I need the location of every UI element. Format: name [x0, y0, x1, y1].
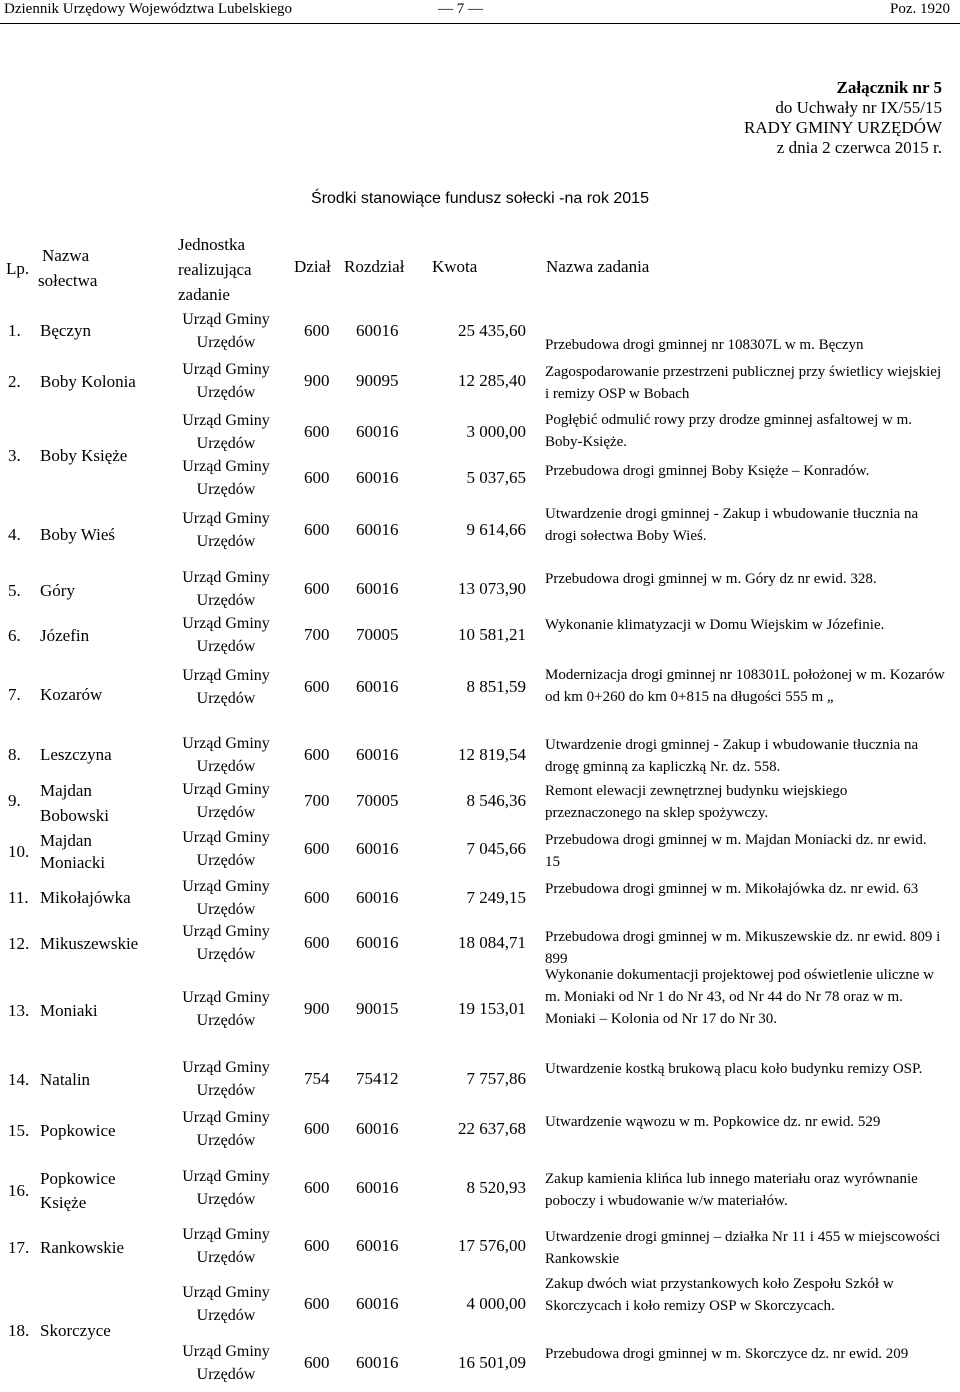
row-unit-line1: Urząd Gminy — [182, 923, 270, 940]
row-lp: 14. — [8, 1070, 30, 1089]
row-kwota: 12 819,54 — [458, 745, 526, 764]
row-task: Przebudowa drogi gminnej w m. Majdan Moniacki dz. nr ewid. 15 — [545, 832, 927, 870]
row-dzial: 900 — [304, 999, 330, 1018]
row-kwota: 16 501,09 — [458, 1353, 526, 1372]
row-kwota: 25 435,60 — [458, 321, 526, 340]
row-rozdzial: 60016 — [356, 1119, 399, 1138]
row-kwota: 13 073,90 — [458, 579, 526, 598]
row-unit-line2: Urzędów — [196, 435, 256, 452]
row-unit-line2: Urzędów — [196, 690, 256, 707]
row-unit-line2: Urzędów — [196, 638, 256, 655]
row-name: Boby Księże — [40, 446, 128, 465]
row-name: Moniaki — [40, 1001, 98, 1020]
row-kwota: 9 614,66 — [466, 520, 526, 539]
row-unit-line2: Urzędów — [196, 804, 256, 821]
row-task: Przebudowa drogi gminnej w m. Mikuszewskie dz. nr ewid. 809 i 899 — [545, 929, 941, 967]
row-name: Popkowice — [40, 1121, 116, 1140]
row-lp: 16. — [8, 1181, 30, 1200]
row-unit-line2: Urzędów — [196, 1012, 256, 1029]
row-kwota: 7 757,86 — [466, 1069, 526, 1088]
row-lp: 13. — [8, 1001, 30, 1020]
row-task: Utwardzenie kostką brukową placu koło budynku remizy OSP. — [545, 1061, 923, 1077]
row-dzial: 600 — [304, 1178, 330, 1197]
row-rozdzial: 60016 — [356, 1294, 399, 1313]
page-header — [0, 0, 960, 26]
row-task: Pogłębić odmulić rowy przy drodze gminnej asfaltowej w m. Boby-Księże. — [545, 412, 912, 450]
row-dzial: 600 — [304, 1353, 330, 1372]
row-unit-line2: Urzędów — [196, 1249, 256, 1266]
row-kwota: 7 045,66 — [466, 839, 526, 858]
row-rozdzial: 60016 — [356, 933, 399, 952]
row-dzial: 600 — [304, 520, 330, 539]
row-task: Utwardzenie drogi gminnej - Zakup i wbudowanie tłucznia na drogi sołectwa Boby Wieś. — [545, 506, 919, 544]
row-rozdzial: 60016 — [356, 839, 399, 858]
row-rozdzial: 90095 — [356, 371, 399, 390]
row-lp: 1. — [8, 321, 21, 340]
row-lp: 2. — [8, 372, 21, 391]
row-unit-line1: Urząd Gminy — [182, 878, 270, 895]
row-kwota: 7 249,15 — [466, 888, 526, 907]
row-task: Modernizacja drogi gminnej nr 108301L położonej w m. Kozarów od km 0+260 do km 0+815 na długości 555 m „ — [545, 667, 945, 705]
row-rozdzial: 75412 — [356, 1069, 399, 1088]
row-unit-line1: Urząd Gminy — [182, 735, 270, 752]
row-unit-line2: Urzędów — [196, 334, 256, 351]
row-unit-line1: Urząd Gminy — [182, 361, 270, 378]
row-kwota: 8 851,59 — [466, 677, 526, 696]
row-rozdzial: 60016 — [356, 422, 399, 441]
row-unit-line2: Urzędów — [196, 1307, 256, 1324]
row-name-line1: Popkowice — [40, 1169, 116, 1188]
row-name-line2: Bobowski — [40, 806, 109, 825]
row-task: Zakup kamienia klińca lub innego materiału oraz wyrównanie poboczy i wbudowanie w/w materiałów. — [545, 1171, 918, 1209]
annex-resolution: do Uchwały nr IX/55/15 — [775, 98, 942, 117]
row-unit-line1: Urząd Gminy — [182, 412, 270, 429]
row-task: Zakup dwóch wiat przystankowych koło Zespołu Szkół w Skorczycach i koło remizy OSP w Skorczycach. — [545, 1276, 894, 1314]
row-unit-line1: Urząd Gminy — [182, 781, 270, 798]
row-dzial: 600 — [304, 579, 330, 598]
row-task: Zagospodarowanie przestrzeni publicznej przy świetlicy wiejskiej i remizy OSP w Bobach — [545, 364, 942, 402]
row-unit-line1: Urząd Gminy — [182, 569, 270, 586]
row-dzial: 600 — [304, 1119, 330, 1138]
row-dzial: 600 — [304, 468, 330, 487]
row-unit-line1: Urząd Gminy — [182, 1109, 270, 1126]
row-kwota: 18 084,71 — [458, 933, 526, 952]
row-name: Kozarów — [40, 685, 103, 704]
col-lp: Lp. — [6, 259, 30, 278]
row-lp: 5. — [8, 581, 21, 600]
row-lp: 11. — [8, 888, 29, 907]
row-unit-line1: Urząd Gminy — [182, 1343, 270, 1360]
row-lp: 15. — [8, 1121, 30, 1140]
row-unit-line1: Urząd Gminy — [182, 458, 270, 475]
row-unit-line2: Urzędów — [196, 901, 256, 918]
row-dzial: 600 — [304, 888, 330, 907]
row-unit-line1: Urząd Gminy — [182, 1059, 270, 1076]
row-lp: 12. — [8, 934, 30, 953]
row-rozdzial: 70005 — [356, 625, 399, 644]
row-rozdzial: 60016 — [356, 1178, 399, 1197]
col-jednostka-2: realizująca — [178, 260, 252, 279]
row-dzial: 600 — [304, 1236, 330, 1255]
row-rozdzial: 60016 — [356, 677, 399, 696]
row-kwota: 19 153,01 — [458, 999, 526, 1018]
col-rozdzial: Rozdział — [344, 257, 405, 276]
annex-title: Załącznik nr 5 — [836, 78, 942, 97]
row-unit-line2: Urzędów — [196, 946, 256, 963]
col-zadanie: Nazwa zadania — [546, 257, 650, 276]
row-dzial: 600 — [304, 839, 330, 858]
row-unit-line2: Urzędów — [196, 1366, 256, 1383]
row-name: Mikuszewskie — [40, 934, 139, 953]
row-kwota: 10 581,21 — [458, 625, 526, 644]
position-number: Poz. 1920 — [890, 1, 950, 17]
col-jednostka-1: Jednostka — [178, 235, 246, 254]
row-lp: 4. — [8, 525, 21, 544]
document-title: Środki stanowiące fundusz sołecki -na rok 2015 — [311, 190, 649, 207]
col-dzial: Dział — [294, 257, 331, 276]
row-dzial: 600 — [304, 745, 330, 764]
row-task: Przebudowa drogi gminnej Boby Księże – Konradów. — [545, 463, 870, 479]
row-name: Góry — [40, 581, 75, 600]
row-lp: 17. — [8, 1238, 30, 1257]
row-name-line2: Moniacki — [40, 853, 106, 872]
row-lp: 6. — [8, 626, 21, 645]
row-unit-line2: Urzędów — [196, 758, 256, 775]
row-unit-line1: Urząd Gminy — [182, 667, 270, 684]
row-lp: 3. — [8, 446, 21, 465]
row-unit-line2: Urzędów — [196, 592, 256, 609]
row-kwota: 4 000,00 — [466, 1294, 526, 1313]
row-task: Wykonanie klimatyzacji w Domu Wiejskim w Józefinie. — [545, 617, 885, 633]
row-lp: 9. — [8, 791, 21, 810]
row-rozdzial: 60016 — [356, 579, 399, 598]
row-unit-line1: Urząd Gminy — [182, 311, 270, 328]
row-name: Boby Kolonia — [40, 372, 136, 391]
row-dzial: 700 — [304, 791, 330, 810]
row-task: Przebudowa drogi gminnej w m. Mikołajówka dz. nr ewid. 63 — [545, 881, 919, 897]
col-jednostka-3: zadanie — [178, 285, 230, 304]
row-name: Józefin — [40, 626, 90, 645]
annex-date: z dnia 2 czerwca 2015 r. — [776, 138, 942, 157]
row-kwota: 8 546,36 — [466, 791, 526, 810]
row-rozdzial: 60016 — [356, 1236, 399, 1255]
row-kwota: 3 000,00 — [466, 422, 526, 441]
row-unit-line2: Urzędów — [196, 1191, 256, 1208]
row-rozdzial: 60016 — [356, 520, 399, 539]
row-task: Remont elewacji zewnętrznej budynku wiejskiego przeznaczonego na sklep spożywczy. — [545, 783, 848, 821]
row-dzial: 900 — [304, 371, 330, 390]
col-nazwa-1: Nazwa — [42, 246, 90, 265]
row-unit-line2: Urzędów — [196, 481, 256, 498]
row-rozdzial: 60016 — [356, 468, 399, 487]
page-number: — 7 — — [438, 1, 483, 17]
row-name: Leszczyna — [40, 745, 112, 764]
row-dzial: 600 — [304, 1294, 330, 1313]
row-name: Rankowskie — [40, 1238, 125, 1257]
row-kwota: 5 037,65 — [466, 468, 526, 487]
row-unit-line1: Urząd Gminy — [182, 1168, 270, 1185]
row-unit-line2: Urzędów — [196, 533, 256, 550]
row-unit-line1: Urząd Gminy — [182, 829, 270, 846]
row-rozdzial: 60016 — [356, 321, 399, 340]
row-rozdzial: 70005 — [356, 791, 399, 810]
row-dzial: 754 — [304, 1069, 330, 1088]
row-rozdzial: 60016 — [356, 745, 399, 764]
row-lp: 8. — [8, 745, 21, 764]
row-dzial: 600 — [304, 677, 330, 696]
annex-council: RADY GMINY URZĘDÓW — [744, 118, 942, 137]
row-name: Bęczyn — [40, 321, 91, 340]
row-name-line1: Majdan — [40, 781, 92, 800]
row-lp: 18. — [8, 1321, 30, 1340]
row-lp: 10. — [8, 842, 30, 861]
col-kwota: Kwota — [432, 257, 478, 276]
row-kwota: 12 285,40 — [458, 371, 526, 390]
row-name-line1: Majdan — [40, 831, 92, 850]
row-rozdzial: 60016 — [356, 1353, 399, 1372]
row-name: Boby Wieś — [40, 525, 116, 544]
row-dzial: 600 — [304, 933, 330, 952]
row-dzial: 700 — [304, 625, 330, 644]
row-lp: 7. — [8, 685, 21, 704]
row-kwota: 8 520,93 — [466, 1178, 526, 1197]
row-name-line2: Księże — [40, 1193, 87, 1212]
row-task: Przebudowa drogi gminnej w m. Góry dz nr ewid. 328. — [545, 571, 877, 587]
row-unit-line2: Urzędów — [196, 384, 256, 401]
row-unit-line1: Urząd Gminy — [182, 1284, 270, 1301]
header-rule — [0, 23, 960, 24]
row-unit-line1: Urząd Gminy — [182, 989, 270, 1006]
row-dzial: 600 — [304, 422, 330, 441]
row-rozdzial: 60016 — [356, 888, 399, 907]
row-rozdzial: 90015 — [356, 999, 399, 1018]
row-name: Skorczyce — [40, 1321, 111, 1340]
row-task: Utwardzenie drogi gminnej – działka Nr 11 i 455 w miejscowości Rankowskie — [545, 1229, 941, 1267]
row-kwota: 22 637,68 — [458, 1119, 526, 1138]
row-unit-line2: Urzędów — [196, 852, 256, 869]
row-task: Utwardzenie drogi gminnej - Zakup i wbudowanie tłucznia na drogę gminną za kapliczką Nr. dz. 558. — [545, 737, 919, 775]
col-nazwa-2: sołectwa — [38, 271, 98, 290]
row-name: Mikołajówka — [40, 888, 131, 907]
row-task: Utwardzenie wąwozu w m. Popkowice dz. nr ewid. 529 — [545, 1114, 881, 1130]
annex-block — [744, 78, 942, 158]
row-kwota: 17 576,00 — [458, 1236, 526, 1255]
row-unit-line2: Urzędów — [196, 1082, 256, 1099]
row-dzial: 600 — [304, 321, 330, 340]
row-task: Wykonanie dokumentacji projektowej pod oświetlenie uliczne w m. Moniaki od Nr 1 do Nr 43, od Nr 44 do Nr 78 oraz w m. Moniaki – Kolonia od Nr 17 do Nr 30. — [545, 967, 934, 1027]
row-unit-line1: Urząd Gminy — [182, 615, 270, 632]
row-name: Natalin — [40, 1070, 91, 1089]
row-unit-line2: Urzędów — [196, 1132, 256, 1149]
journal-name: Dziennik Urzędowy Województwa Lubelskiego — [4, 1, 293, 17]
row-task: Przebudowa drogi gminnej w m. Skorczyce dz. nr ewid. 209 — [545, 1346, 909, 1362]
row-task: Przebudowa drogi gminnej nr 108307L w m. Bęczyn — [545, 337, 864, 353]
row-unit-line1: Urząd Gminy — [182, 1226, 270, 1243]
row-unit-line1: Urząd Gminy — [182, 510, 270, 527]
